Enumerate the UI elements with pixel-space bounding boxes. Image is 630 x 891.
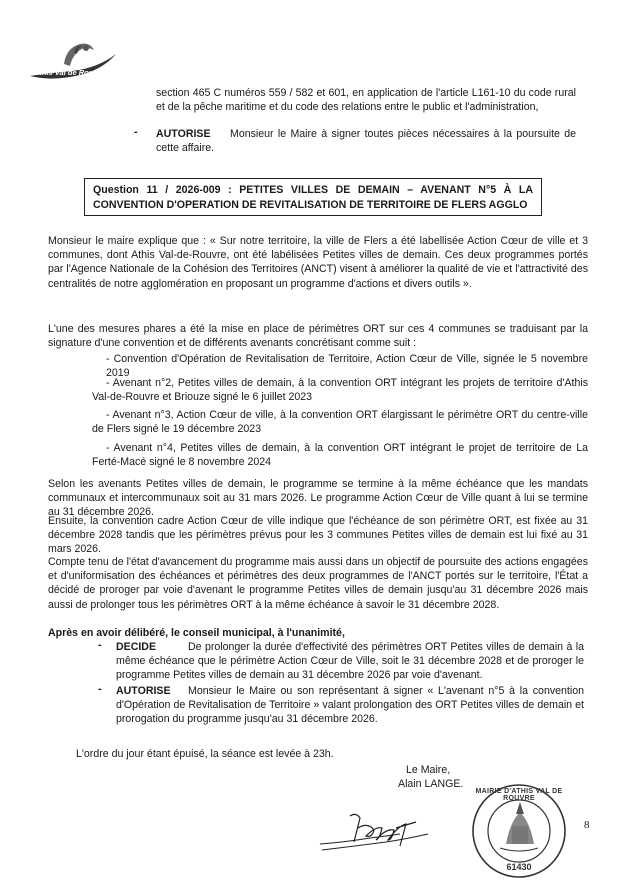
- body-paragraph-4: Ensuite, la convention cadre Action Cœur de ville indique que l'échéance de son périmètre ORT, est fixée au 31 décembre 2028 tandis que les périmètres prévus pour les 3 communes Petites villes de demain est lui fixé au 31 mars 2026.: [48, 515, 588, 556]
- logo-text: Athis Val de Rouvre: [34, 68, 105, 77]
- stamp-text: MAIRIE D'ATHIS VAL DE ROUVRE: [475, 788, 563, 802]
- list-item-3: - Avenant n°3, Action Cœur de ville, à la convention ORT élargissant le périmètre ORT du centre-ville de Flers signé le 19 décembre 2023: [92, 409, 588, 436]
- continuation-paragraph: section 465 C numéros 559 / 582 et 601, en application de l'article L161-10 du code rural et de la pêche maritime et du code des relations entre le public et l'administration,: [156, 87, 576, 114]
- autorise-text-top-content: Monsieur le Maire à signer toutes pièces nécessaires à la poursuite de cette affaire.: [156, 128, 576, 155]
- autorise-label-top: AUTORISE: [156, 128, 211, 140]
- decision-intro: Après en avoir délibéré, le conseil municipal, à l'unanimité,: [48, 627, 345, 639]
- autorise-text: Monsieur le Maire ou son représentant à signer « L'avenant n°5 à la convention d'Opération de Revitalisation de Territoire » valant prolongation des ORT Petites villes de demain et prorogation du programme jusqu'au 31 décembre 2026.: [116, 685, 584, 726]
- signer-title: Le Maire,: [406, 764, 451, 776]
- body-paragraph-3: Selon les avenants Petites villes de demain, le programme se termine à la même échéance que les mandats communaux et intercommunaux soit au 31 mars 2026. Le programme Action Cœur de Ville quant à lui se termine au 31 décembre 2026.: [48, 478, 588, 519]
- list-item-4: - Avenant n°4, Petites villes de demain, à la convention ORT intégrant le projet de territoire de La Ferté-Macé signé le 8 novembre 2024: [92, 442, 588, 469]
- stamp-code: 61430: [506, 862, 532, 872]
- body-paragraph-1: Monsieur le maire explique que : « Sur notre territoire, la ville de Flers a été labellisée Action Cœur de ville et 3 communes, dont Athis Val-de-Rouvre, ont été labélisées Petites villes de demain. Ces deux programmes portés par l'Agence Nationale de la Cohésion des Territoires (ANCT) visent à améliorer la qualité de vie et l'attractivité des centralités de notre agglomération en proposant un programme d'actions et divers outils ».: [48, 235, 588, 290]
- signer-name: Alain LANGE.: [398, 778, 464, 790]
- bullet-dash: -: [134, 126, 138, 138]
- list-item-2: - Avenant n°2, Petites villes de demain, à la convention ORT intégrant les projets de territoire d'Athis Val-de-Rouvre et Briouze signé le 6 juillet 2023: [92, 377, 588, 404]
- question-box: [84, 178, 542, 216]
- bullet-dash-autorise: -: [98, 683, 102, 695]
- question-title: Question 11 / 2026-009 : PETITES VILLES DE DEMAIN – AVENANT N°5 À LA CONVENTION D'OPERATION DE REVITALISATION DE TERRITOIRE DE FLERS AGGLO: [93, 184, 533, 211]
- closing-text: L'ordre du jour étant épuisé, la séance est levée à 23h.: [76, 748, 334, 760]
- signature-image: [316, 808, 436, 856]
- bullet-dash-decide: -: [98, 639, 102, 651]
- official-stamp: [470, 782, 568, 880]
- autorise-text-top: [156, 127, 576, 155]
- list-item-1: - Convention d'Opération de Revitalisation de Territoire, Action Cœur de Ville, signée le 5 novembre 2019: [106, 353, 588, 380]
- body-paragraph-2: L'une des mesures phares a été la mise en place de périmètres ORT sur ces 4 communes se traduisant par la signature d'une convention et de différents avenants concrétisant comme suit :: [48, 323, 588, 350]
- body-paragraph-5: Compte tenu de l'état d'avancement du programme mais aussi dans un objectif de poursuite des actions engagées et d'uniformisation des échéances et périmètres des deux programmes de l'ANCT portés sur le territoire, l'État a décidé de proroger par voie d'avenant le programme Petites villes de demain jusqu'au 31 décembre 2026 mais aussi de prolonger tous les périmètres ORT à la même échéance à savoir le 31 décembre 2028.: [48, 556, 588, 611]
- decide-text: De prolonger la durée d'effectivité des périmètres ORT Petites villes de demain à la même échéance que le périmètre Action Cœur de Ville, soit le 31 décembre 2028 et de proroger le programme Petites villes de demain au 31 décembre 2026 par voie d'avenant.: [116, 641, 584, 682]
- page-number: 8: [584, 819, 590, 831]
- commune-logo: [24, 34, 120, 90]
- autorise-label: AUTORISE: [116, 685, 171, 697]
- decide-label: DECIDE: [116, 641, 157, 653]
